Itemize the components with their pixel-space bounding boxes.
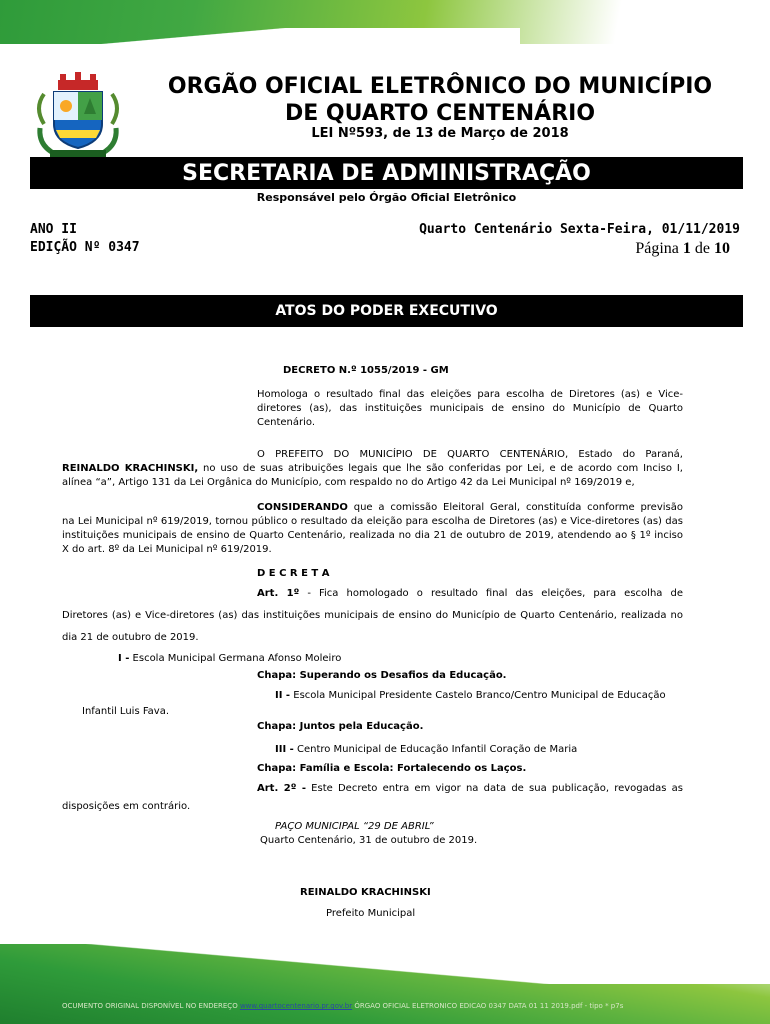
article-2-text: disposições em contrário. (62, 801, 191, 812)
edition-date: Quarto Centenário Sexta-Feira, 01/11/2019 (419, 222, 740, 237)
article-2-first-line: Art. 2º - Este Decreto entra em vigor na data de sua publicação, revogadas as (257, 783, 683, 794)
page-title-line1: ORGÃO OFICIAL ELETRÔNICO DO MUNICÍPIO (167, 74, 713, 99)
responsavel-subtitle: Responsável pelo Órgão Oficial Eletrônico (256, 191, 517, 204)
chapa-2: Chapa: Juntos pela Educação. (257, 721, 424, 732)
item-2-continuation: Infantil Luis Fava. (82, 706, 170, 717)
signer-role: Prefeito Municipal (326, 908, 416, 919)
decree-number: DECRETO N.º 1055/2019 - GM (283, 365, 449, 376)
bottom-green-band (0, 944, 770, 1024)
footer-note: OCUMENTO ORIGINAL DISPONÍVEL NO ENDEREÇO www.quartocentenario.pr.gov.br ÓRGAO OFICIAL ELETRONICO EDICAO 0347 DATA 01 11 2019.pdf - tipo * p7s (62, 1002, 624, 1010)
item-2: II - Escola Municipal Presidente Castelo Branco/Centro Municipal de Educação (275, 690, 666, 701)
decree-summary: Homologa o resultado final das eleições para escolha de Diretores (as) e Vice-diretores (as), das instituições municipais de ensino do Município de Quarto Centenário. (257, 389, 683, 428)
article-1-first-line: Art. 1º - Fica homologado o resultado final das eleições, para escolha de (257, 588, 683, 599)
page-title-line2: DE QUARTO CENTENÁRIO (284, 101, 596, 126)
decree-preamble-intro: O PREFEITO DO MUNICÍPIO DE QUARTO CENTENÁRIO, Estado do Paraná, (257, 449, 683, 460)
chapa-1: Chapa: Superando os Desafios da Educação. (257, 670, 507, 681)
edition-year: ANO II (30, 222, 77, 237)
item-1: I - Escola Municipal Germana Afonso Moleiro (118, 653, 342, 664)
considerando-first-line: CONSIDERANDO que a comissão Eleitoral Geral, constituída conforme previsão (257, 502, 683, 513)
municipal-crest-icon (30, 68, 126, 164)
secretaria-banner: SECRETARIA DE ADMINISTRAÇÃO (30, 157, 743, 189)
section-banner: ATOS DO PODER EXECUTIVO (30, 295, 743, 327)
footer-link[interactable]: www.quartocentenario.pr.gov.br (239, 1002, 353, 1010)
page-indicator: Página 1 de 10 (635, 240, 730, 257)
place-date: Quarto Centenário, 31 de outubro de 2019. (260, 835, 478, 846)
top-green-band (0, 0, 770, 44)
mayor-name-inline: REINALDO KRACHINSKI, (62, 463, 199, 474)
paco-municipal: PAÇO MUNICIPAL “29 DE ABRIL” (275, 821, 434, 832)
law-reference: LEI Nº593, de 13 de Março de 2018 (311, 126, 569, 141)
chapa-3: Chapa: Família e Escola: Fortalecendo os Laços. (257, 763, 527, 774)
decreta-heading: D E C R E T A (257, 568, 330, 579)
decree-preamble: REINALDO KRACHINSKI, no uso de suas atribuições legais que lhe são conferidas por Lei, e de acordo com Inciso I, alínea “a”, Artigo 131 da Lei Orgânica do Município, com respaldo no do Artigo 42 da Lei Municipal nº 169/2019 e, (62, 463, 683, 488)
edition-number: EDIÇÃO Nº 0347 (30, 240, 140, 255)
article-1-text: Diretores (as) e Vice-diretores (as) das instituições municipais de ensino do Município de Quarto Centenário, realizada no dia 21 de outubro de 2019. (62, 610, 683, 643)
considerando-text: na Lei Municipal nº 619/2019, tornou público o resultado da eleição para escolha de Diretores (as) e Vice-diretores (as) das instituições municipais de ensino de Quarto Centenário, realizada no dia 21 de outubro de 2019, atendendo ao § 1º inciso X do art. 8º da Lei Municipal nº 619/2019. (62, 516, 683, 555)
item-3: III - Centro Municipal de Educação Infantil Coração de Maria (275, 744, 578, 755)
signer-name: REINALDO KRACHINSKI (300, 887, 431, 898)
